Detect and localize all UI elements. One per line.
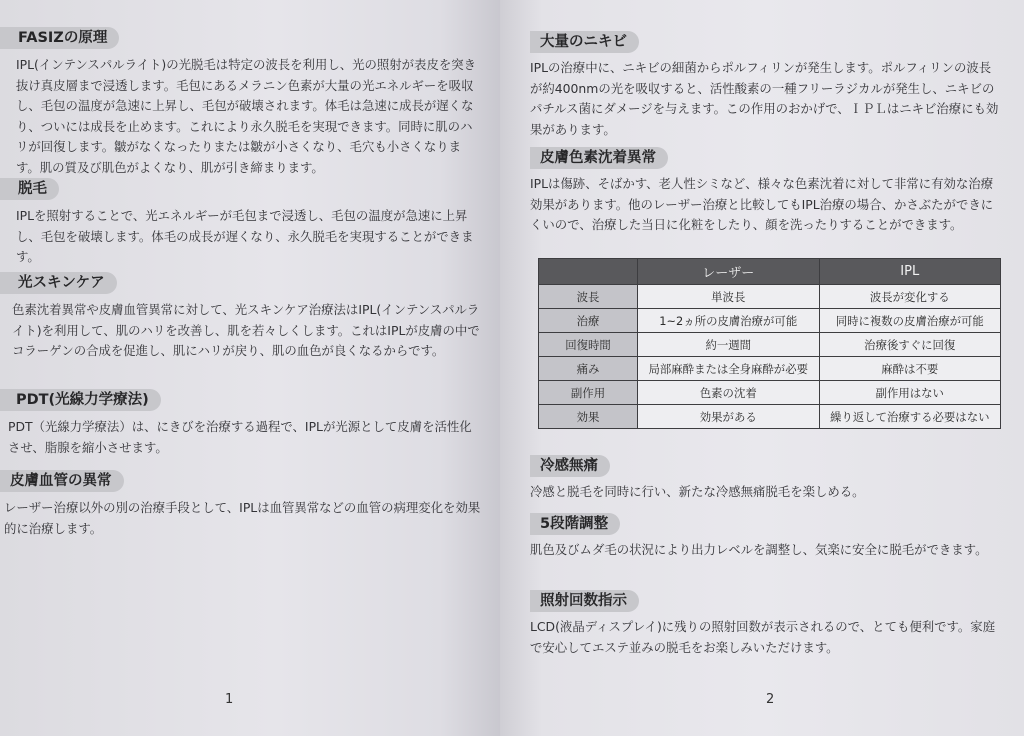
ipl-cell: 繰り返して治療する必要はない (819, 405, 1001, 429)
left-page (0, 0, 500, 736)
table-row (539, 285, 1001, 309)
section-body: IPLは傷跡、そばかす、老人性シミなど、様々な色素沈着に対して非常に有効な治療効果があります。他のレーザー治療と比較してもIPL治療の場合、かさぶたができにくいので、治療した当日に化粧をしたり、顔を洗ったりすることができます。 (530, 176, 994, 232)
section-pigmentation (530, 147, 1000, 236)
section-photo-skincare (0, 272, 484, 362)
section-cool-painless (530, 455, 1000, 503)
right-page (500, 0, 1024, 736)
table-header-row (539, 259, 1001, 285)
table-row (539, 357, 1001, 381)
section-pdt (0, 389, 484, 458)
section-principle (0, 27, 484, 178)
laser-cell: 約一週間 (638, 333, 820, 357)
comparison-table (538, 258, 1001, 429)
laser-cell: 色素の沈着 (638, 381, 820, 405)
row-label: 波長 (539, 285, 638, 309)
section-body: 冷感と脱毛を同時に行い、新たな冷感無痛脱毛を楽しめる。 (530, 484, 865, 499)
table-row (539, 309, 1001, 333)
section-heading: 冷感無痛 (530, 455, 610, 477)
table-corner (539, 259, 638, 285)
ipl-cell: 同時に複数の皮膚治療が可能 (819, 309, 1001, 333)
section-heading: 5段階調整 (530, 513, 620, 535)
row-label: 効果 (539, 405, 638, 429)
section-heading: FASIZの原理 (0, 27, 119, 49)
section-heading: 光スキンケア (0, 272, 117, 294)
laser-cell: 1~2ヵ所の皮膚治療が可能 (638, 309, 820, 333)
table-header-ipl: IPL (819, 259, 1001, 285)
row-label: 回復時間 (539, 333, 638, 357)
section-vascular (0, 470, 484, 539)
table-row (539, 333, 1001, 357)
row-label: 副作用 (539, 381, 638, 405)
page-number: 1 (225, 692, 234, 707)
section-body: 肌色及びムダ毛の状況により出力レベルを調整し、気楽に安全に脱毛ができます。 (530, 542, 988, 557)
section-heading: 皮膚血管の異常 (0, 470, 124, 492)
ipl-cell: 波長が変化する (819, 285, 1001, 309)
table-header-laser: レーザー (638, 259, 820, 285)
section-acne (530, 31, 1000, 140)
section-heading: 脱毛 (0, 178, 59, 200)
section-body: 色素沈着異常や皮膚血管異常に対して、光スキンケア治療法はIPL(インテンスパルライト)を利用して、肌のハリを改善し、肌を若々しくします。これはIPLが皮膚の中でコラーゲンの合成を促進し、肌にハリが戻り、肌の血色が良くなるからです。 (12, 302, 480, 358)
laser-cell: 効果がある (638, 405, 820, 429)
section-body: IPL(インテンスパルライト)の光脱毛は特定の波長を利用し、光の照射が表皮を突き抜け真皮層まで浸透します。毛包にあるメラニン色素が大量の光エネルギーを吸収し、毛包の温度が急速に上昇し、毛包が破壊されます。体毛は急速に成長が遅くなり、ついには成長を止めます。これにより永久脱毛を実現できます。同時に肌のハリが回復します。皺がなくなったりまたは皺が小さくなり、毛穴も小さくなります。肌の質及び肌色がよくなり、肌が引き締まります。 (16, 57, 477, 175)
row-label: 痛み (539, 357, 638, 381)
ipl-cell: 治療後すぐに回復 (819, 333, 1001, 357)
ipl-cell: 麻酔は不要 (819, 357, 1001, 381)
section-heading: 大量のニキビ (530, 31, 639, 53)
page-number: 2 (766, 692, 775, 707)
section-flash-count (530, 590, 1000, 658)
section-heading: 照射回数指示 (530, 590, 639, 612)
section-body: レーザー治療以外の別の治療手段として、IPLは血管異常などの血管の病理変化を効果的に治療します。 (4, 500, 481, 536)
section-body: PDT（光線力学療法）は、にきびを治療する過程で、IPLが光源として皮膚を活性化させ、脂腺を縮小させます。 (8, 419, 472, 455)
table-row (539, 381, 1001, 405)
section-body: LCD(液晶ディスプレイ)に残りの照射回数が表示されるので、とても便利です。家庭で安心してエステ並みの脱毛をお楽しみいただけます。 (530, 619, 996, 655)
section-hair-removal (0, 178, 484, 268)
section-5-level (530, 513, 1000, 561)
table-row (539, 405, 1001, 429)
laser-cell: 単波長 (638, 285, 820, 309)
section-body: IPLの治療中に、ニキビの細菌からポルフィリンが発生します。ポルフィリンの波長が約400nmの光を吸収すると、活性酸素の一種フリーラジカルが発生し、ニキビのパチルス菌にダメージを与えます。この作用のおかげで、ＩＰＬはニキビ治療にも効果があります。 (530, 60, 999, 137)
ipl-cell: 副作用はない (819, 381, 1001, 405)
section-body: IPLを照射することで、光エネルギーが毛包まで浸透し、毛包の温度が急速に上昇し、毛包を破壊します。体毛の成長が遅くなり、永久脱毛を実現することができます。 (16, 208, 474, 264)
row-label: 治療 (539, 309, 638, 333)
section-heading: PDT(光線力学療法) (0, 389, 161, 411)
laser-cell: 局部麻酔または全身麻酔が必要 (638, 357, 820, 381)
section-heading: 皮膚色素沈着異常 (530, 147, 668, 169)
